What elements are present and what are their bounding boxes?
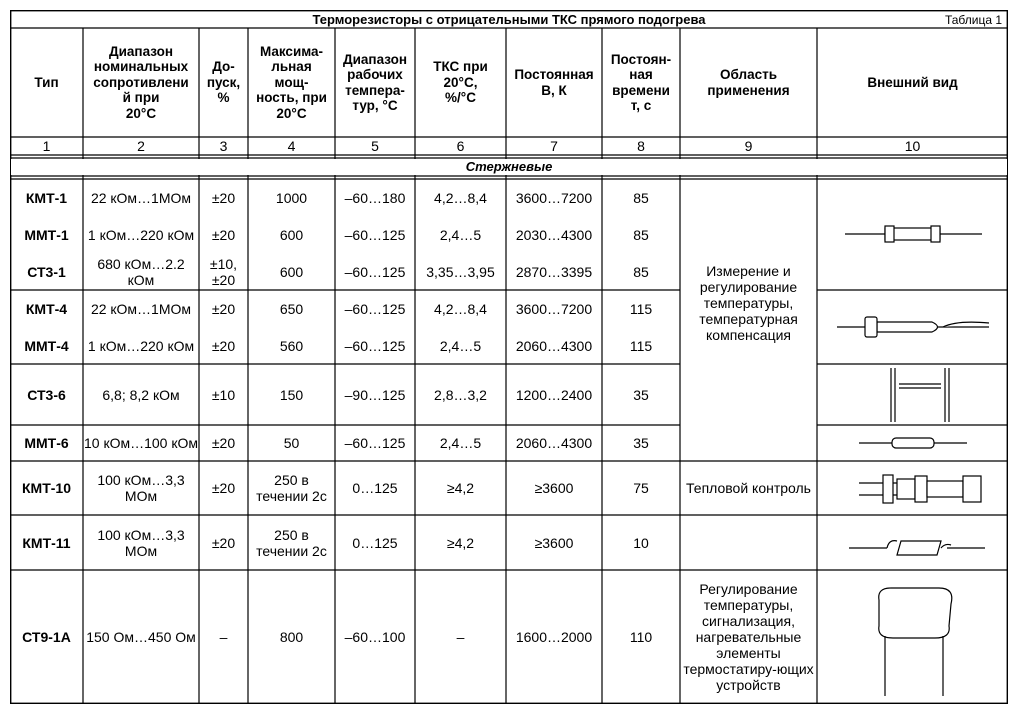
header-appearance: Внешний вид <box>867 74 958 90</box>
cell-tolerance: ±20 <box>211 300 236 317</box>
cell-temp-range: 0…125 <box>352 534 398 551</box>
cell-temp-range: –60…125 <box>344 226 406 243</box>
cell-power: 600 <box>279 263 304 280</box>
application-cell: Измерение и регулирование температуры, температурная компенсация <box>699 263 798 343</box>
cell-b-constant: 1600…2000 <box>515 629 593 645</box>
cell-temp-range: –60…125 <box>344 300 406 317</box>
cell-tks: 2,4…5 <box>439 226 482 243</box>
cell-time-constant: 35 <box>633 435 649 451</box>
application-cell: Регулирование температуры, сигнализация, нагревательные элементы термостатиру-ющих устройств <box>683 581 814 693</box>
cell-time-constant: 110 <box>629 629 653 645</box>
cell-b-constant: 2060…4300 <box>515 435 593 451</box>
header-tolerance: До- пуск, % <box>206 59 241 106</box>
cell-tks: ≥4,2 <box>446 534 475 551</box>
col-number: 9 <box>744 138 753 154</box>
cell-type: ММТ-4 <box>24 337 69 354</box>
cell-power: 1000 <box>275 189 308 206</box>
cell-time-constant: 85 <box>633 226 649 243</box>
cell-type: КМТ-10 <box>22 480 71 496</box>
clip-mount-thermistor-icon <box>817 515 1008 570</box>
cell-tks: 2,4…5 <box>439 337 482 354</box>
cell-tolerance: – <box>219 629 228 645</box>
col-number: 3 <box>219 138 228 154</box>
cell-tolerance: ±10 <box>211 386 236 403</box>
cell-range: 6,8; 8,2 кОм <box>102 386 180 403</box>
header-tks: ТКС при 20°С, %/°С <box>433 59 488 106</box>
table-number: Таблица 1 <box>944 12 1002 27</box>
cell-tolerance: ±10, ±20 <box>209 255 238 288</box>
table-title: Терморезисторы с отрицательными ТКС прямого подогрева <box>312 11 706 27</box>
col-number: 1 <box>42 138 51 154</box>
cell-range: 150 Ом…450 Ом <box>86 629 196 645</box>
cell-b-constant: 2030…4300 <box>515 226 593 243</box>
cell-temp-range: –60…125 <box>344 435 406 451</box>
cell-power: 50 <box>283 435 300 451</box>
radial-lead-thermistor-icon <box>817 364 1008 425</box>
cell-type: СТ3-1 <box>27 263 66 280</box>
cell-time-constant: 10 <box>633 534 649 551</box>
col-number: 2 <box>137 138 145 154</box>
cell-range: 22 кОм…1МОм <box>90 189 192 206</box>
cell-range: 100 кОм…3,3 МОм <box>97 472 185 504</box>
cell-range: 10 кОм…100 кОм <box>84 435 198 451</box>
cell-tks: 2,4…5 <box>439 435 482 451</box>
cell-b-constant: 3600…7200 <box>515 189 593 206</box>
cell-tks: 4,2…8,4 <box>434 300 487 317</box>
cell-type: ММТ-6 <box>24 435 69 451</box>
cell-time-constant: 115 <box>629 337 653 354</box>
header-power: Максима- льная мощ- ность, при 20°С <box>256 43 327 121</box>
cell-type: КМТ-4 <box>25 300 68 317</box>
bulb-axial-thermistor-icon <box>817 290 1008 364</box>
section-label: Стержневые <box>465 159 553 174</box>
header-type: Тип <box>34 74 59 90</box>
cell-temp-range: 0…125 <box>352 480 398 496</box>
cell-b-constant: ≥3600 <box>534 480 574 496</box>
header-application: Область применения <box>707 67 790 98</box>
header-temp-range: Диапазон рабочих темпера- тур, °С <box>342 51 408 113</box>
cell-tolerance: ±20 <box>211 435 236 451</box>
thermistor-table <box>10 10 1008 704</box>
disc-radial-thermistor-icon <box>817 570 1008 704</box>
cell-tolerance: ±20 <box>211 337 236 354</box>
cell-range: 680 кОм…2.2 кОм <box>97 255 185 288</box>
col-number: 8 <box>637 138 645 154</box>
cell-power: 650 <box>279 300 304 317</box>
application-cell: Тепловой контроль <box>686 480 811 496</box>
cell-type: КМТ-11 <box>22 534 71 551</box>
cell-tolerance: ±20 <box>211 226 236 243</box>
cell-type: ММТ-1 <box>24 226 69 243</box>
header-b-constant: Постоянная В, К <box>514 67 594 98</box>
header-range: Диапазон номинальных сопротивлени й при 20°С <box>93 43 189 121</box>
cell-tks: 2,8…3,2 <box>434 386 487 403</box>
cell-power: 800 <box>279 629 304 645</box>
cell-tks: – <box>456 629 465 645</box>
cell-tks: ≥4,2 <box>446 480 475 496</box>
axial-rod-thermistor-icon <box>817 179 1008 290</box>
cell-b-constant: 2060…4300 <box>515 337 593 354</box>
cell-time-constant: 35 <box>633 386 649 403</box>
col-number: 6 <box>456 138 465 154</box>
cell-tolerance: ±20 <box>211 189 236 206</box>
cell-temp-range: –60…100 <box>344 629 406 645</box>
cell-tks: 3,35…3,95 <box>426 263 495 280</box>
cell-power: 250 в течении 2с <box>256 526 327 559</box>
cell-tolerance: ±20 <box>211 480 236 496</box>
cell-time-constant: 115 <box>629 300 653 317</box>
cell-power: 560 <box>279 337 304 354</box>
cell-time-constant: 75 <box>633 480 649 496</box>
threaded-mount-thermistor-icon <box>817 461 1008 515</box>
cell-tks: 4,2…8,4 <box>434 189 487 206</box>
col-number: 7 <box>550 138 558 154</box>
cell-b-constant: ≥3600 <box>534 534 574 551</box>
col-number: 4 <box>287 138 296 154</box>
cell-time-constant: 85 <box>633 263 649 280</box>
small-axial-thermistor-icon <box>817 425 1008 461</box>
cell-range: 1 кОм…220 кОм <box>87 337 195 354</box>
cell-b-constant: 1200…2400 <box>515 386 593 403</box>
cell-time-constant: 85 <box>633 189 649 206</box>
cell-temp-range: –60…125 <box>344 337 406 354</box>
cell-tolerance: ±20 <box>211 534 236 551</box>
cell-b-constant: 2870…3395 <box>515 263 593 280</box>
cell-range: 1 кОм…220 кОм <box>87 226 195 243</box>
col-number: 5 <box>371 138 379 154</box>
cell-power: 250 в течении 2с <box>256 472 327 504</box>
header-time-constant: Постоян- ная времени т, с <box>610 51 672 113</box>
col-number: 10 <box>904 138 921 154</box>
cell-power: 600 <box>279 226 304 243</box>
cell-range: 100 кОм…3,3 МОм <box>97 526 185 559</box>
cell-temp-range: –60…125 <box>344 263 406 280</box>
cell-range: 22 кОм…1МОм <box>90 300 192 317</box>
cell-power: 150 <box>279 386 304 403</box>
cell-b-constant: 3600…7200 <box>515 300 593 317</box>
cell-type: СТ3-6 <box>27 386 66 403</box>
cell-type: СТ9-1А <box>22 629 71 645</box>
cell-temp-range: –60…180 <box>344 189 406 206</box>
cell-type: КМТ-1 <box>25 189 68 206</box>
cell-temp-range: –90…125 <box>344 386 406 403</box>
